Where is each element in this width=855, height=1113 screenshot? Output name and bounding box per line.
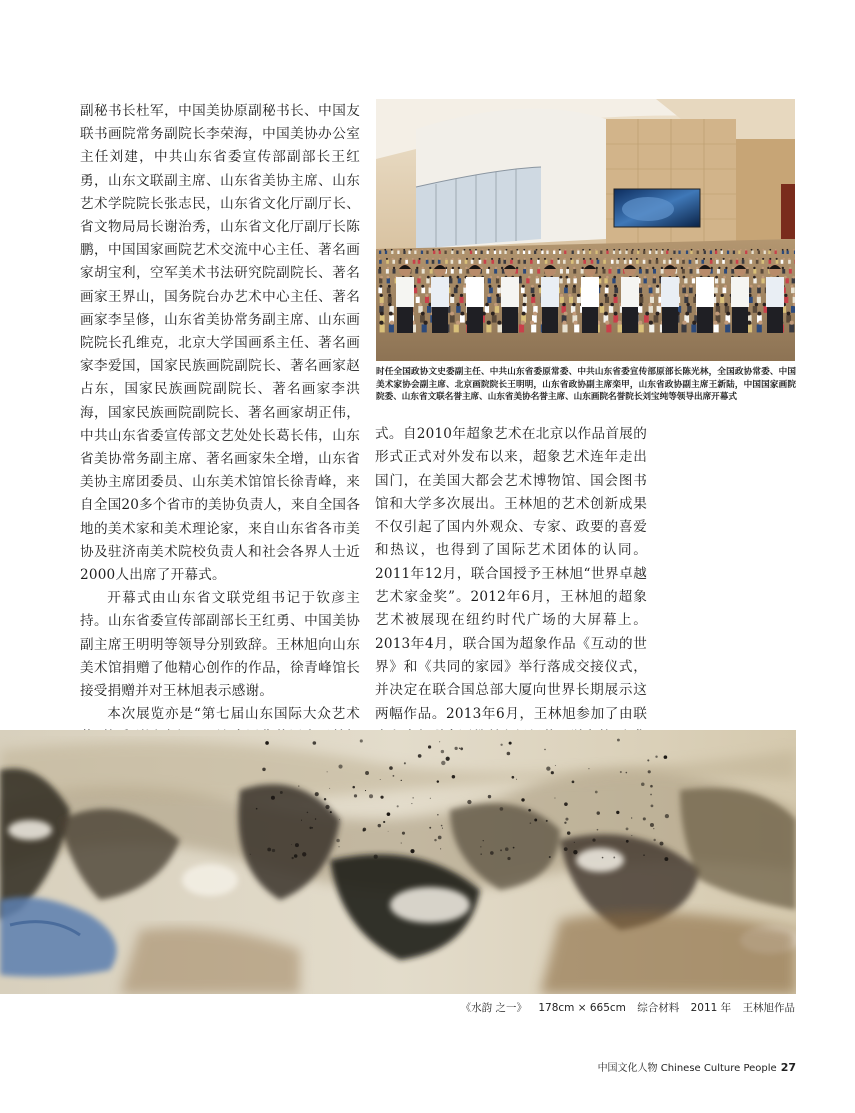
- artwork-title: 《水韵 之一》: [460, 1002, 527, 1014]
- page-footer: [598, 1059, 796, 1074]
- magazine-name: 中国文化人物 Chinese Culture People: [597, 1063, 777, 1074]
- artwork-year: 2011 年: [690, 1002, 732, 1014]
- artwork-shuiyun: [0, 730, 796, 994]
- paragraph-ceremony: 开幕式由山东省文联党组书记于钦彦主持。山东省委宣传部副部长王红勇、中国美协副主席王明明等领导分别致辞。王林旭向山东美术馆捐赠了他精心创作的作品，徐青峰馆长接受捐赠并对王林旭表示感谢。: [80, 590, 360, 700]
- right-text-column: [375, 423, 647, 772]
- paragraph-attendees: 副秘书长杜军，中国美协原副秘书长、中国友联书画院常务副院长李荣海，中国美协办公室主任刘建，中共山东省委宣传部副部长王红勇，山东文联副主席、山东省美协主席、山东艺术学院院长张志民，山东省文化厅副厅长、省文物局局长谢治秀，山东省文化厅副厅长陈鹏，中国国家画院艺术交流中心主任、著名画家胡宝利，空军美术书法研究院副院长、著名画家王界山，国务院台办艺术中心主任、著名画家李呈修，山东省美协常务副主席、山东画院院长孔维克，北京大学国画系主任、著名画家李爱国，国家民族画院副院长、著名画家赵占东，国家民族画院副院长、著名画家李洪海，国家民族画院副院长、著名画家胡正伟，中共山东省委宣传部文艺处处长葛长伟，山东省美协常务副主席、著名画家朱全增，山东省美协主席团委员、山东美术馆馆长徐青峰，来自全国20多个省市的美协负责人，来自全国各地的美术家和美术理论家，来自山东省各市美协及驻济南美术院校负责人和社会各界人士近2000人出席了开幕式。: [80, 103, 360, 584]
- paragraph-chaoxiang-continued: 式。自2010年超象艺术在北京以作品首展的形式正式对外发布以来，超象艺术连年走出国门，在美国大都会艺术博物馆、国会图书馆和大学多次展出。王林旭的艺术创新成果不仅引起了国内外观众、专家、政要的喜爱和热议，也得到了国际艺术团体的认同。2011年12月，联合国授予王林旭“世界卓越艺术家金奖”。2012年6月，王林旭的超象艺术被展现在纽约时代广场的大屏幕上。2013年4月，联合国为超象作品《互动的世界》和《共同的家园》举行落成交接仪式，并决定在联合国总部大厦向世界长期展示这两幅作品。2013年6月，王林旭参加了由联: [375, 426, 647, 722]
- artwork-author: 王林旭作品: [742, 1002, 795, 1014]
- artwork-size: 178cm × 665cm: [538, 1002, 626, 1014]
- artwork-medium: 综合材料: [637, 1002, 680, 1014]
- exhibition-hall-photo: [376, 99, 795, 361]
- photo-caption: 时任全国政协文史委副主任、中共山东省委原常委、中共山东省委宣传部原部长陈光林，全国政协常委、中国美术家协会副主席、北京画院院长王明明，山东省政协副主席栾甲，山东省政协副主席王新陆，中国国家画院院委、山东省文联名誉主席、山东省美协名誉主席、山东画院名誉院长刘宝纯等领导出席开幕式: [376, 367, 796, 402]
- paragraph-festival: 本次展览亦是“第七届山东国际大众艺术: [107, 706, 360, 723]
- page-number: 27: [780, 1061, 796, 1074]
- artwork-caption: [461, 1000, 795, 1015]
